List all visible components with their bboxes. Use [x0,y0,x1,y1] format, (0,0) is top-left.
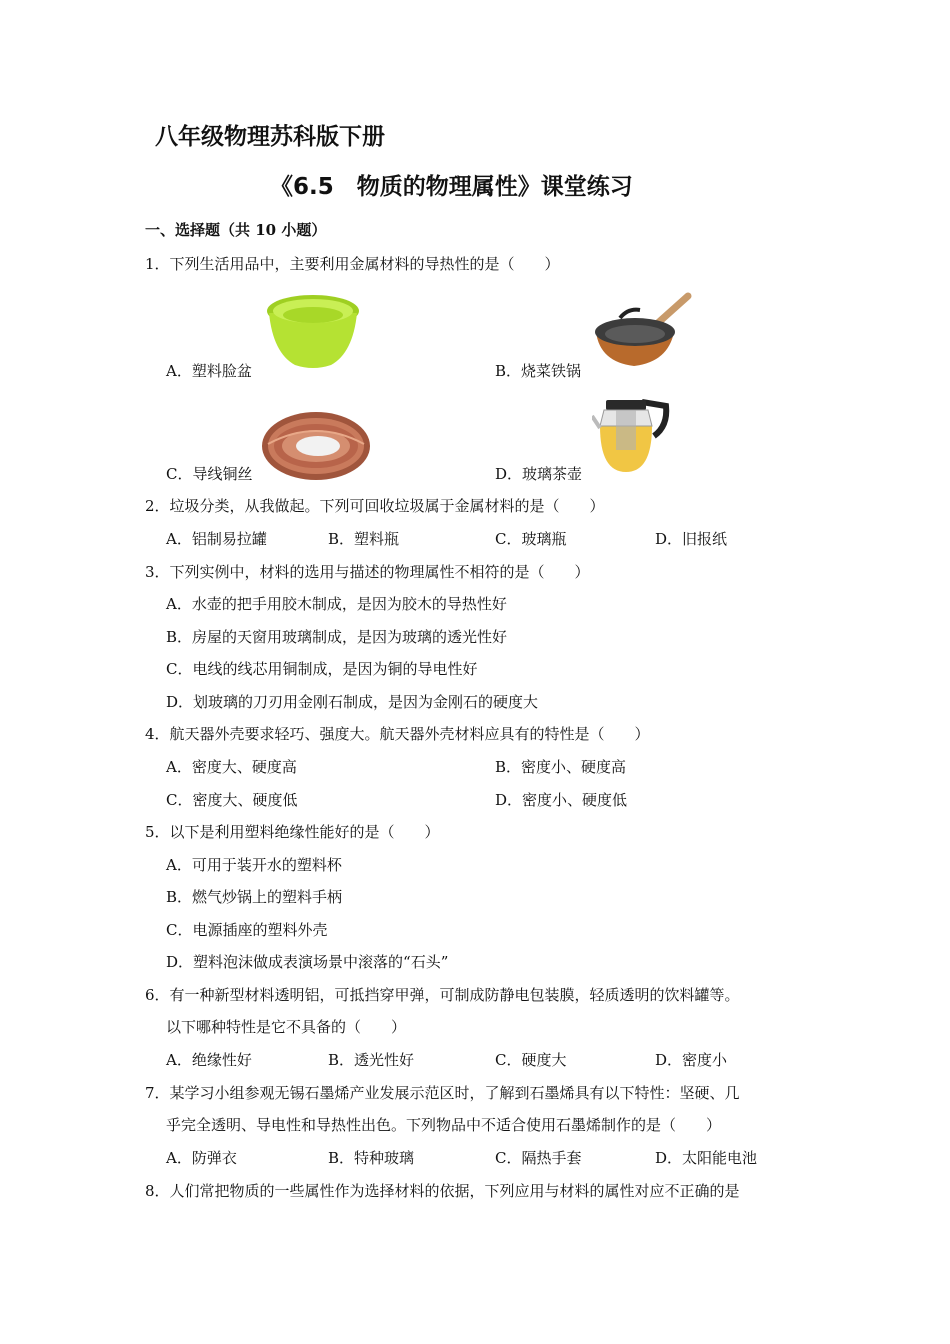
question-4-option-d: D．密度小、硬度低 [495,791,628,809]
copper-coil-icon [260,408,372,484]
question-1-option-b: B．烧菜铁锅 [495,362,582,380]
question-6-option-c: C．硬度大 [495,1051,567,1069]
question-1-option-d: D．玻璃茶壶 [495,465,583,483]
question-3-option-d: D．划玻璃的刀刃用金刚石制成，是因为金刚石的硬度大 [166,693,539,711]
question-2-option-c: C．玻璃瓶 [495,530,567,548]
question-6-option-a: A．绝缘性好 [166,1051,252,1069]
question-1-stem: 1．下列生活用品中，主要利用金属材料的导热性的是（ ） [145,255,560,273]
question-2-stem: 2．垃圾分类，从我做起。下列可回收垃圾属于金属材料的是（ ） [145,497,605,515]
question-6-stem: 6．有一种新型材料透明铝，可抵挡穿甲弹，可制成防静电包装膜，轻质透明的饮料罐等。 [145,986,740,1004]
question-5-option-c: C．电源插座的塑料外壳 [166,921,328,939]
question-3-option-a: A．水壶的把手用胶木制成，是因为胶木的导热性好 [166,595,507,613]
question-7-stem: 7．某学习小组参观无锡石墨烯产业发展示范区时，了解到石墨烯具有以下特性：坚硬、几 [145,1084,740,1102]
question-4-stem: 4．航天器外壳要求轻巧、强度大。航天器外壳材料应具有的特性是（ ） [145,725,650,743]
question-2-option-b: B．塑料瓶 [328,530,400,548]
question-7-option-a: A．防弹衣 [166,1149,237,1167]
question-7-option-c: C．隔热手套 [495,1149,582,1167]
document-title: 八年级物理苏科版下册 [155,124,385,150]
wok-icon [590,292,692,372]
question-4-option-b: B．密度小、硬度高 [495,758,627,776]
question-6-stem-continued: 以下哪种特性是它不具备的（ ） [166,1018,407,1036]
question-6-option-b: B．透光性好 [328,1051,415,1069]
question-3-option-b: B．房屋的天窗用玻璃制成，是因为玻璃的透光性好 [166,628,508,646]
question-6-option-d: D．密度小 [655,1051,728,1069]
question-5-stem: 5．以下是利用塑料绝缘性能好的是（ ） [145,823,440,841]
question-7-option-d: D．太阳能电池 [655,1149,758,1167]
question-5-option-a: A．可用于装开水的塑料杯 [166,856,342,874]
question-8-stem: 8．人们常把物质的一些属性作为选择材料的依据，下列应用与材料的属性对应不正确的是 [145,1182,740,1200]
question-5-option-d: D．塑料泡沫做成表演场景中滚落的“石头” [166,953,449,971]
question-3-option-c: C．电线的线芯用铜制成，是因为铜的导电性好 [166,660,478,678]
question-4-option-a: A．密度大、硬度高 [166,758,297,776]
teapot-icon [592,396,672,476]
question-2-option-d: D．旧报纸 [655,530,728,548]
question-7-stem-continued: 乎完全透明、导电性和导热性出色。下列物品中不适合使用石墨烯制作的是（ ） [166,1116,722,1134]
question-1-option-c: C．导线铜丝 [166,465,253,483]
question-2-option-a: A．铝制易拉罐 [166,530,267,548]
basin-icon [265,293,361,373]
document-subtitle: 《6.5 物质的物理属性》课堂练习 [270,174,633,200]
section-heading: 一、选择题（共 10 小题） [145,221,327,239]
question-7-option-b: B．特种玻璃 [328,1149,415,1167]
question-5-option-b: B．燃气炒锅上的塑料手柄 [166,888,343,906]
question-4-option-c: C．密度大、硬度低 [166,791,298,809]
question-3-stem: 3．下列实例中，材料的选用与描述的物理属性不相符的是（ ） [145,563,590,581]
question-1-option-a: A．塑料脸盆 [166,362,252,380]
